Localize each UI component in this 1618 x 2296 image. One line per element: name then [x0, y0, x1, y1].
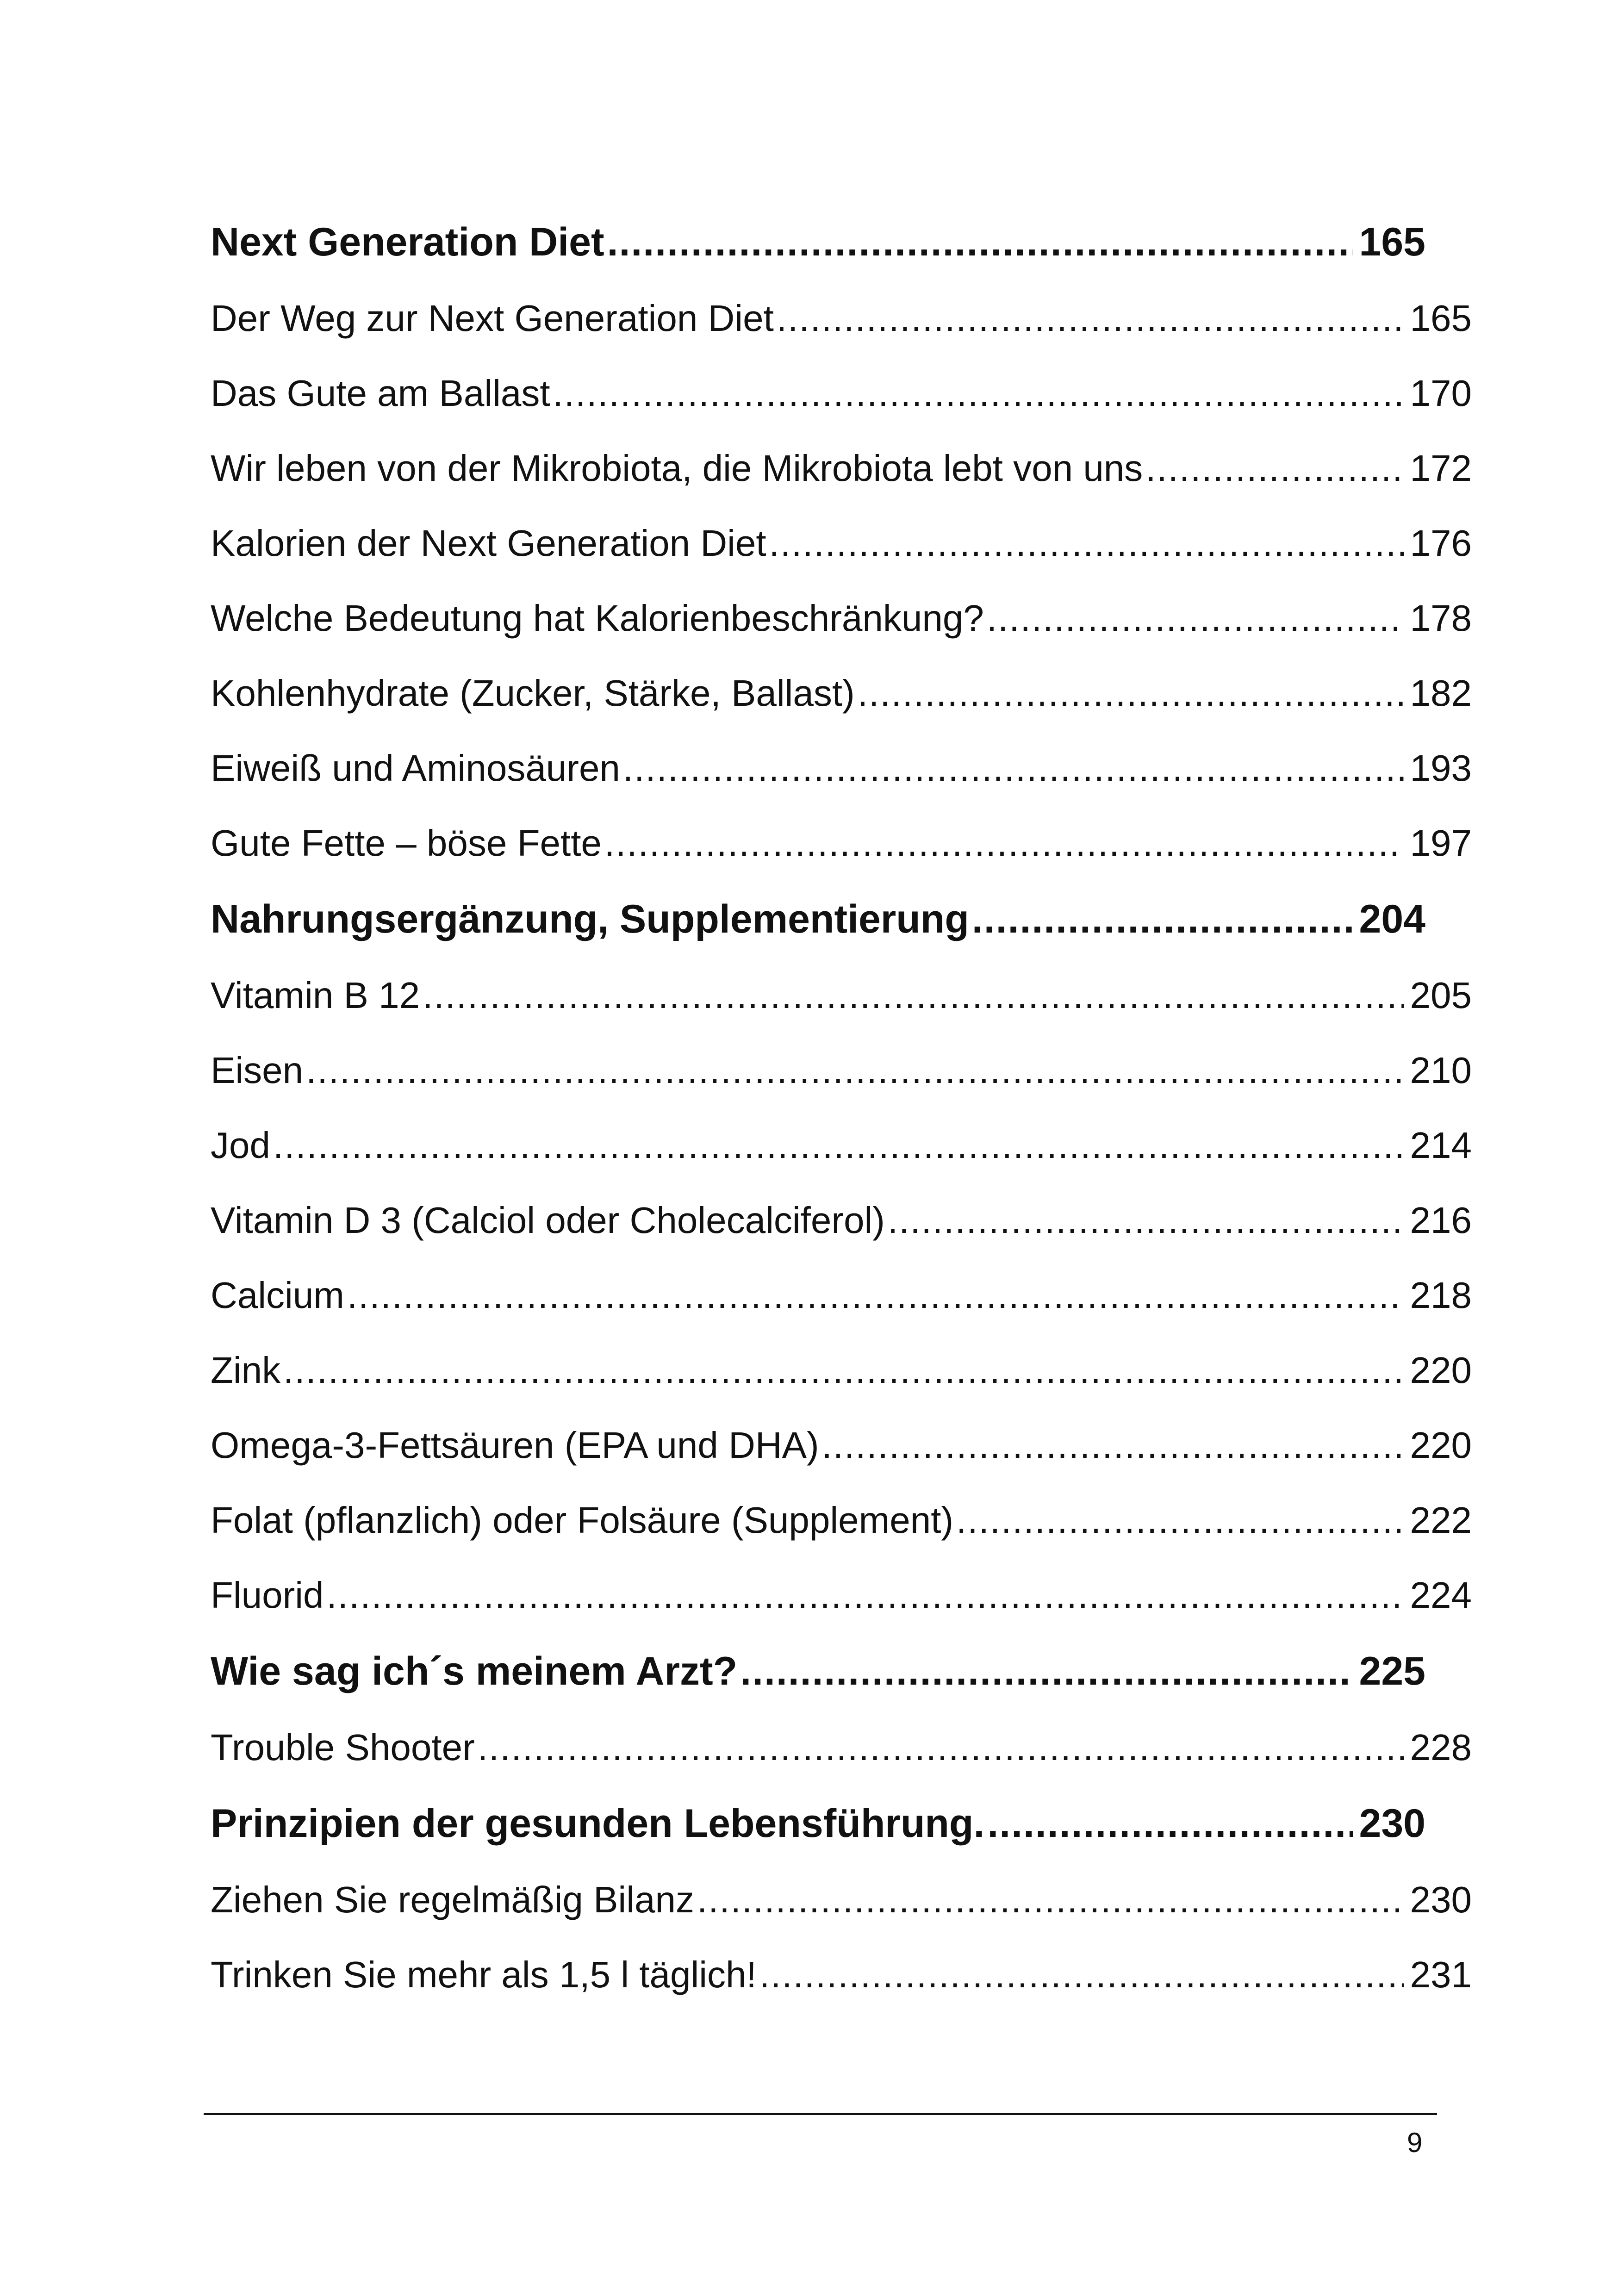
toc-page-number: 165: [1359, 220, 1425, 264]
toc-page-number: 204: [1359, 897, 1425, 941]
toc-entry-title: Das Gute am Ballast: [211, 373, 550, 414]
toc-entry-title: Wir leben von der Mikrobiota, die Mikrobiota lebt von uns: [211, 448, 1143, 489]
toc-entry-title: Der Weg zur Next Generation Diet: [211, 298, 774, 339]
toc-section[interactable]: [211, 1862, 1472, 1937]
toc-entry-title: Next Generation Diet: [211, 220, 604, 264]
toc-page-number: 220: [1410, 1350, 1472, 1391]
toc-dot-leader: [423, 958, 1403, 1033]
toc-chapter[interactable]: [211, 1785, 1425, 1862]
toc-section[interactable]: [211, 1333, 1472, 1408]
toc-page-number: 165: [1410, 298, 1472, 339]
toc-page-number: 225: [1359, 1649, 1425, 1693]
toc-dot-leader: [607, 204, 1353, 281]
footer-divider: [204, 2113, 1437, 2115]
toc-entry-title: Prinzipien der gesunden Lebensführung.: [211, 1801, 985, 1846]
toc-entry-title: Wie sag ich´s meinem Arzt?: [211, 1649, 738, 1693]
toc-page-number: 222: [1410, 1500, 1472, 1541]
toc-section[interactable]: [211, 1258, 1472, 1333]
toc-entry-title: Welche Bedeutung hat Kalorienbeschränkung?: [211, 597, 984, 639]
toc-entry-title: Eisen: [211, 1050, 304, 1091]
toc-dot-leader: [822, 1408, 1404, 1483]
toc-dot-leader: [697, 1862, 1404, 1937]
toc-dot-leader: [553, 356, 1404, 431]
toc-dot-leader: [478, 1710, 1404, 1785]
toc-dot-leader: [283, 1333, 1403, 1408]
table-of-contents: [211, 204, 1472, 2012]
toc-page-number: 205: [1410, 975, 1472, 1016]
toc-page-number: 230: [1359, 1801, 1425, 1846]
toc-section[interactable]: [211, 1108, 1472, 1183]
toc-entry-title: Vitamin B 12: [211, 975, 420, 1016]
toc-entry-title: Gute Fette – böse Fette: [211, 822, 602, 864]
toc-section[interactable]: [211, 1033, 1472, 1108]
toc-dot-leader: [347, 1258, 1404, 1333]
toc-section[interactable]: [211, 1183, 1472, 1258]
toc-section[interactable]: [211, 281, 1472, 356]
toc-page-number: 182: [1410, 672, 1472, 714]
toc-chapter[interactable]: [211, 204, 1425, 281]
toc-entry-title: Zink: [211, 1350, 281, 1391]
toc-section[interactable]: [211, 1408, 1472, 1483]
toc-page-number: 172: [1410, 448, 1472, 489]
toc-dot-leader: [623, 731, 1404, 806]
toc-chapter[interactable]: [211, 881, 1425, 958]
toc-dot-leader: [1145, 431, 1403, 506]
toc-dot-leader: [987, 1785, 1352, 1862]
toc-section[interactable]: [211, 1710, 1472, 1785]
toc-section[interactable]: [211, 656, 1472, 731]
toc-entry-title: Kalorien der Next Generation Diet: [211, 523, 766, 564]
toc-dot-leader: [306, 1033, 1403, 1108]
toc-page-number: 214: [1410, 1125, 1472, 1166]
toc-dot-leader: [858, 656, 1404, 731]
toc-dot-leader: [273, 1108, 1404, 1183]
toc-dot-leader: [327, 1558, 1404, 1633]
toc-page-number: 197: [1410, 822, 1472, 864]
toc-page-number: 220: [1410, 1425, 1472, 1466]
toc-section[interactable]: [211, 806, 1472, 881]
toc-dot-leader: [888, 1183, 1404, 1258]
toc-dot-leader: [777, 281, 1404, 356]
page-number: 9: [1407, 2127, 1423, 2158]
toc-dot-leader: [987, 581, 1404, 656]
toc-entry-title: Folat (pflanzlich) oder Folsäure (Supplement): [211, 1500, 954, 1541]
toc-page-number: 231: [1410, 1954, 1472, 1995]
toc-page-number: 224: [1410, 1574, 1472, 1616]
toc-entry-title: Trinken Sie mehr als 1,5 l täglich!: [211, 1954, 757, 1995]
toc-dot-leader: [972, 881, 1353, 958]
toc-dot-leader: [759, 1937, 1404, 2012]
toc-entry-title: Calcium: [211, 1275, 344, 1316]
toc-page-number: 216: [1410, 1200, 1472, 1241]
toc-dot-leader: [604, 806, 1404, 881]
toc-entry-title: Nahrungsergänzung, Supplementierung: [211, 897, 969, 941]
toc-section[interactable]: [211, 731, 1472, 806]
toc-page-number: 178: [1410, 597, 1472, 639]
toc-section[interactable]: [211, 1558, 1472, 1633]
toc-page-number: 228: [1410, 1727, 1472, 1768]
toc-dot-leader: [769, 506, 1404, 581]
toc-dot-leader: [740, 1633, 1352, 1710]
toc-section[interactable]: [211, 506, 1472, 581]
toc-entry-title: Omega-3-Fettsäuren (EPA und DHA): [211, 1425, 819, 1466]
toc-section[interactable]: [211, 356, 1472, 431]
toc-page-number: 230: [1410, 1879, 1472, 1920]
toc-section[interactable]: [211, 1937, 1472, 2012]
toc-page-number: 210: [1410, 1050, 1472, 1091]
toc-entry-title: Jod: [211, 1125, 270, 1166]
toc-dot-leader: [956, 1483, 1403, 1558]
toc-chapter[interactable]: [211, 1633, 1425, 1710]
toc-entry-title: Vitamin D 3 (Calciol oder Cholecalciferol): [211, 1200, 885, 1241]
toc-section[interactable]: [211, 431, 1472, 506]
toc-page-number: 170: [1410, 373, 1472, 414]
toc-entry-title: Fluorid: [211, 1574, 324, 1616]
toc-entry-title: Kohlenhydrate (Zucker, Stärke, Ballast): [211, 672, 855, 714]
toc-section[interactable]: [211, 581, 1472, 656]
toc-page-number: 218: [1410, 1275, 1472, 1316]
toc-entry-title: Ziehen Sie regelmäßig Bilanz: [211, 1879, 694, 1920]
toc-entry-title: Trouble Shooter: [211, 1727, 475, 1768]
toc-page-number: 176: [1410, 523, 1472, 564]
toc-section[interactable]: [211, 1483, 1472, 1558]
toc-section[interactable]: [211, 958, 1472, 1033]
toc-page-number: 193: [1410, 747, 1472, 789]
toc-entry-title: Eiweiß und Aminosäuren: [211, 747, 620, 789]
